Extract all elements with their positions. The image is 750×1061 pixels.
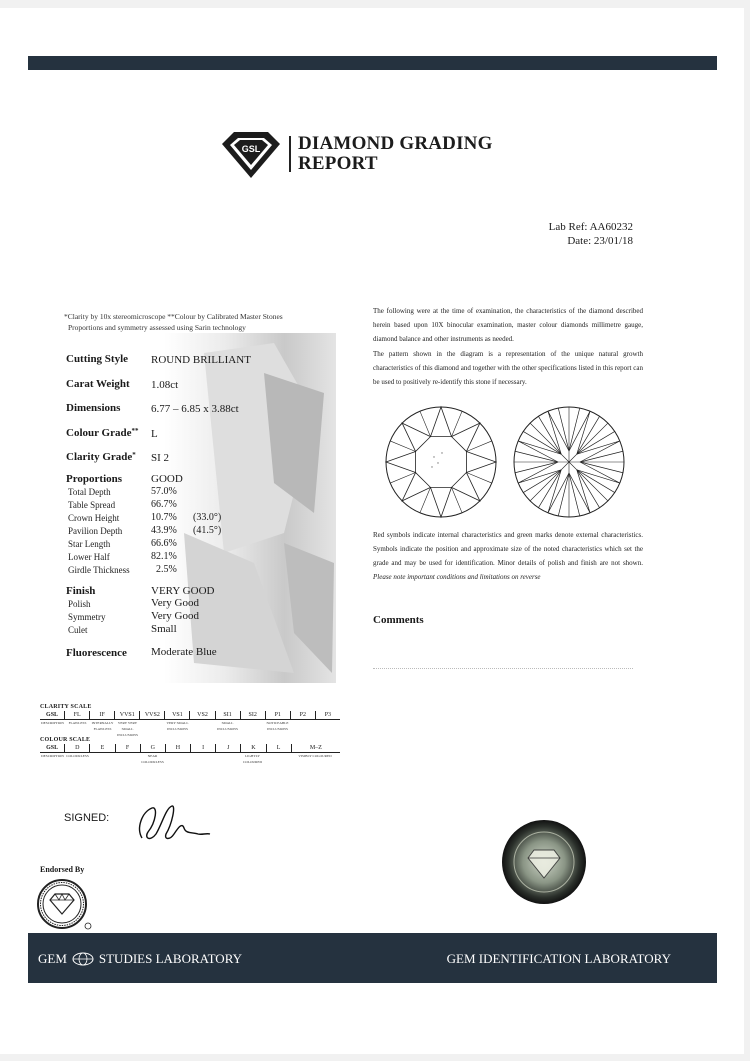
comments-label: Comments [373, 614, 424, 626]
cutting-style-label: Cutting Style [66, 353, 129, 365]
method-note [64, 311, 354, 333]
footer-gem-identification: GEM IDENTIFICATION LABORATORY [446, 951, 671, 966]
lower-half-value: 82.1% [151, 551, 177, 562]
clarity-grade-value: SI 2 [151, 452, 170, 464]
crown-facet-diagram-icon [382, 403, 500, 521]
diamond-photo-background [164, 333, 336, 683]
dimensions-value: 6.77 – 6.85 x 3.88ct [151, 403, 239, 415]
symbols-text: Red symbols indicate internal characteristics and green marks denote external characteristics. Symbols indicate the position and approximate size of the noted characteristics which set the grade and may be used for identification. Minor details of polish and finish are not shown. Please note important conditions and limitations on reverse [373, 531, 643, 581]
clarity-grade-label: Clarity Grade* [66, 451, 136, 463]
examination-text: The following were at the time of examination, the characteristics of the diamond described herein based upon 10X binocular examination, master colour diamonds millimetre gauge, diamond balance and other instruments as needed. [373, 307, 643, 343]
comments-line [373, 668, 633, 669]
hologram-seal-icon [500, 818, 588, 906]
colour-grade-value: L [151, 428, 158, 440]
footer-gem-studies [38, 951, 242, 967]
culet-value: Small [151, 623, 177, 635]
clarity-scale-descriptions: DESCRIPTION FLAWLESS INTERNALLY FLAWLESS VERY VERY SMALL INCLUSIONS VERY SMALL INCLUSIONS SMALL INCLUSIONS NOTICEABLE INCLUSIONS [41, 721, 289, 737]
note-line-2: Proportions and symmetry assessed using Sarin technology [68, 323, 246, 332]
colour-scale-title: COLOUR SCALE [40, 737, 91, 743]
symmetry-value: Very Good [151, 610, 199, 622]
lab-reference [549, 220, 633, 248]
handwritten-signature-icon [132, 798, 212, 848]
crown-angle-value: (33.0°) [193, 512, 222, 523]
logo-divider [289, 136, 291, 172]
symmetry-label: Symmetry [68, 612, 106, 622]
colour-grade-label: Colour Grade** [66, 427, 139, 439]
conditions-note: Please note important conditions and limitations on reverse [373, 573, 541, 581]
girdle-thickness-value: 2.5% [156, 564, 177, 575]
star-length-label: Star Length [68, 539, 111, 549]
clarity-scale [40, 704, 340, 737]
cutting-style-value: ROUND BRILLIANT [151, 354, 251, 366]
signed-label: SIGNED: [64, 812, 110, 824]
finish-value: VERY GOOD [151, 585, 215, 597]
logo-text: GSL [241, 144, 261, 154]
lower-half-label: Lower Half [68, 552, 110, 562]
polish-label: Polish [68, 599, 91, 609]
title-line-1: DIAMOND GRADING [298, 133, 493, 154]
fluorescence-value: Moderate Blue [151, 646, 217, 658]
finish-label: Finish [66, 585, 96, 597]
globe-icon [72, 952, 94, 966]
note-line-1: *Clarity by 10x stereomicroscope **Colour by Calibrated Master Stones [64, 312, 283, 321]
total-depth-value: 57.0% [151, 486, 177, 497]
report-page [0, 8, 744, 1054]
colour-scale-descriptions: DESCRIPTION COLOURLESS NEAR COLOURLESS LIGHTLY COLOURED VISIBLY COLOURED [41, 754, 332, 764]
footer-bar [28, 933, 717, 983]
crown-height-value: 10.7% [151, 512, 177, 523]
report-title [298, 134, 493, 174]
lab-ref-number: Lab Ref: AA60232 [548, 221, 633, 233]
pavilion-angle-value: (41.5°) [193, 525, 222, 536]
total-depth-label: Total Depth [68, 487, 111, 497]
girdle-thickness-label: Girdle Thickness [68, 565, 130, 575]
gemmological-association-seal-icon [36, 876, 92, 932]
pattern-text: The pattern shown in the diagram is a representation of the unique natural growth characteristics of this diamond and together with the other specifications listed in this report can be used to positively re-identify this stone if necessary. [373, 350, 643, 386]
polish-value: Very Good [151, 597, 199, 609]
footer-left-part1: GEM [38, 951, 67, 966]
dimensions-label: Dimensions [66, 402, 121, 414]
top-bar [28, 56, 717, 70]
carat-weight-label: Carat Weight [66, 378, 130, 390]
crown-height-label: Crown Height [68, 513, 120, 523]
carat-weight-value: 1.08ct [151, 379, 179, 391]
culet-label: Culet [68, 625, 88, 635]
endorsed-by-label: Endorsed By [40, 865, 85, 874]
gsl-diamond-logo-icon [218, 130, 284, 180]
proportions-value: GOOD [151, 473, 183, 485]
star-length-value: 66.6% [151, 538, 177, 549]
colour-scale-grades: GSL D E F G H I J K L M–Z [40, 743, 340, 753]
clarity-scale-title: CLARITY SCALE [40, 704, 92, 710]
table-spread-value: 66.7% [151, 499, 177, 510]
pavilion-facet-diagram-icon [510, 403, 628, 521]
table-spread-label: Table Spread [68, 500, 116, 510]
footer-left-part2: STUDIES LABORATORY [98, 951, 243, 966]
pavilion-depth-label: Pavilion Depth [68, 526, 123, 536]
proportions-label: Proportions [66, 473, 123, 485]
colour-scale [40, 737, 340, 764]
report-date: Date: 23/01/18 [567, 235, 633, 247]
fluorescence-label: Fluorescence [66, 647, 127, 659]
pavilion-depth-value: 43.9% [151, 525, 177, 536]
title-line-2: REPORT [298, 153, 378, 174]
clarity-scale-grades: GSL FL IF VVS1 VVS2 VS1 VS2 SI1 SI2 P1 P2 P3 [40, 710, 340, 720]
